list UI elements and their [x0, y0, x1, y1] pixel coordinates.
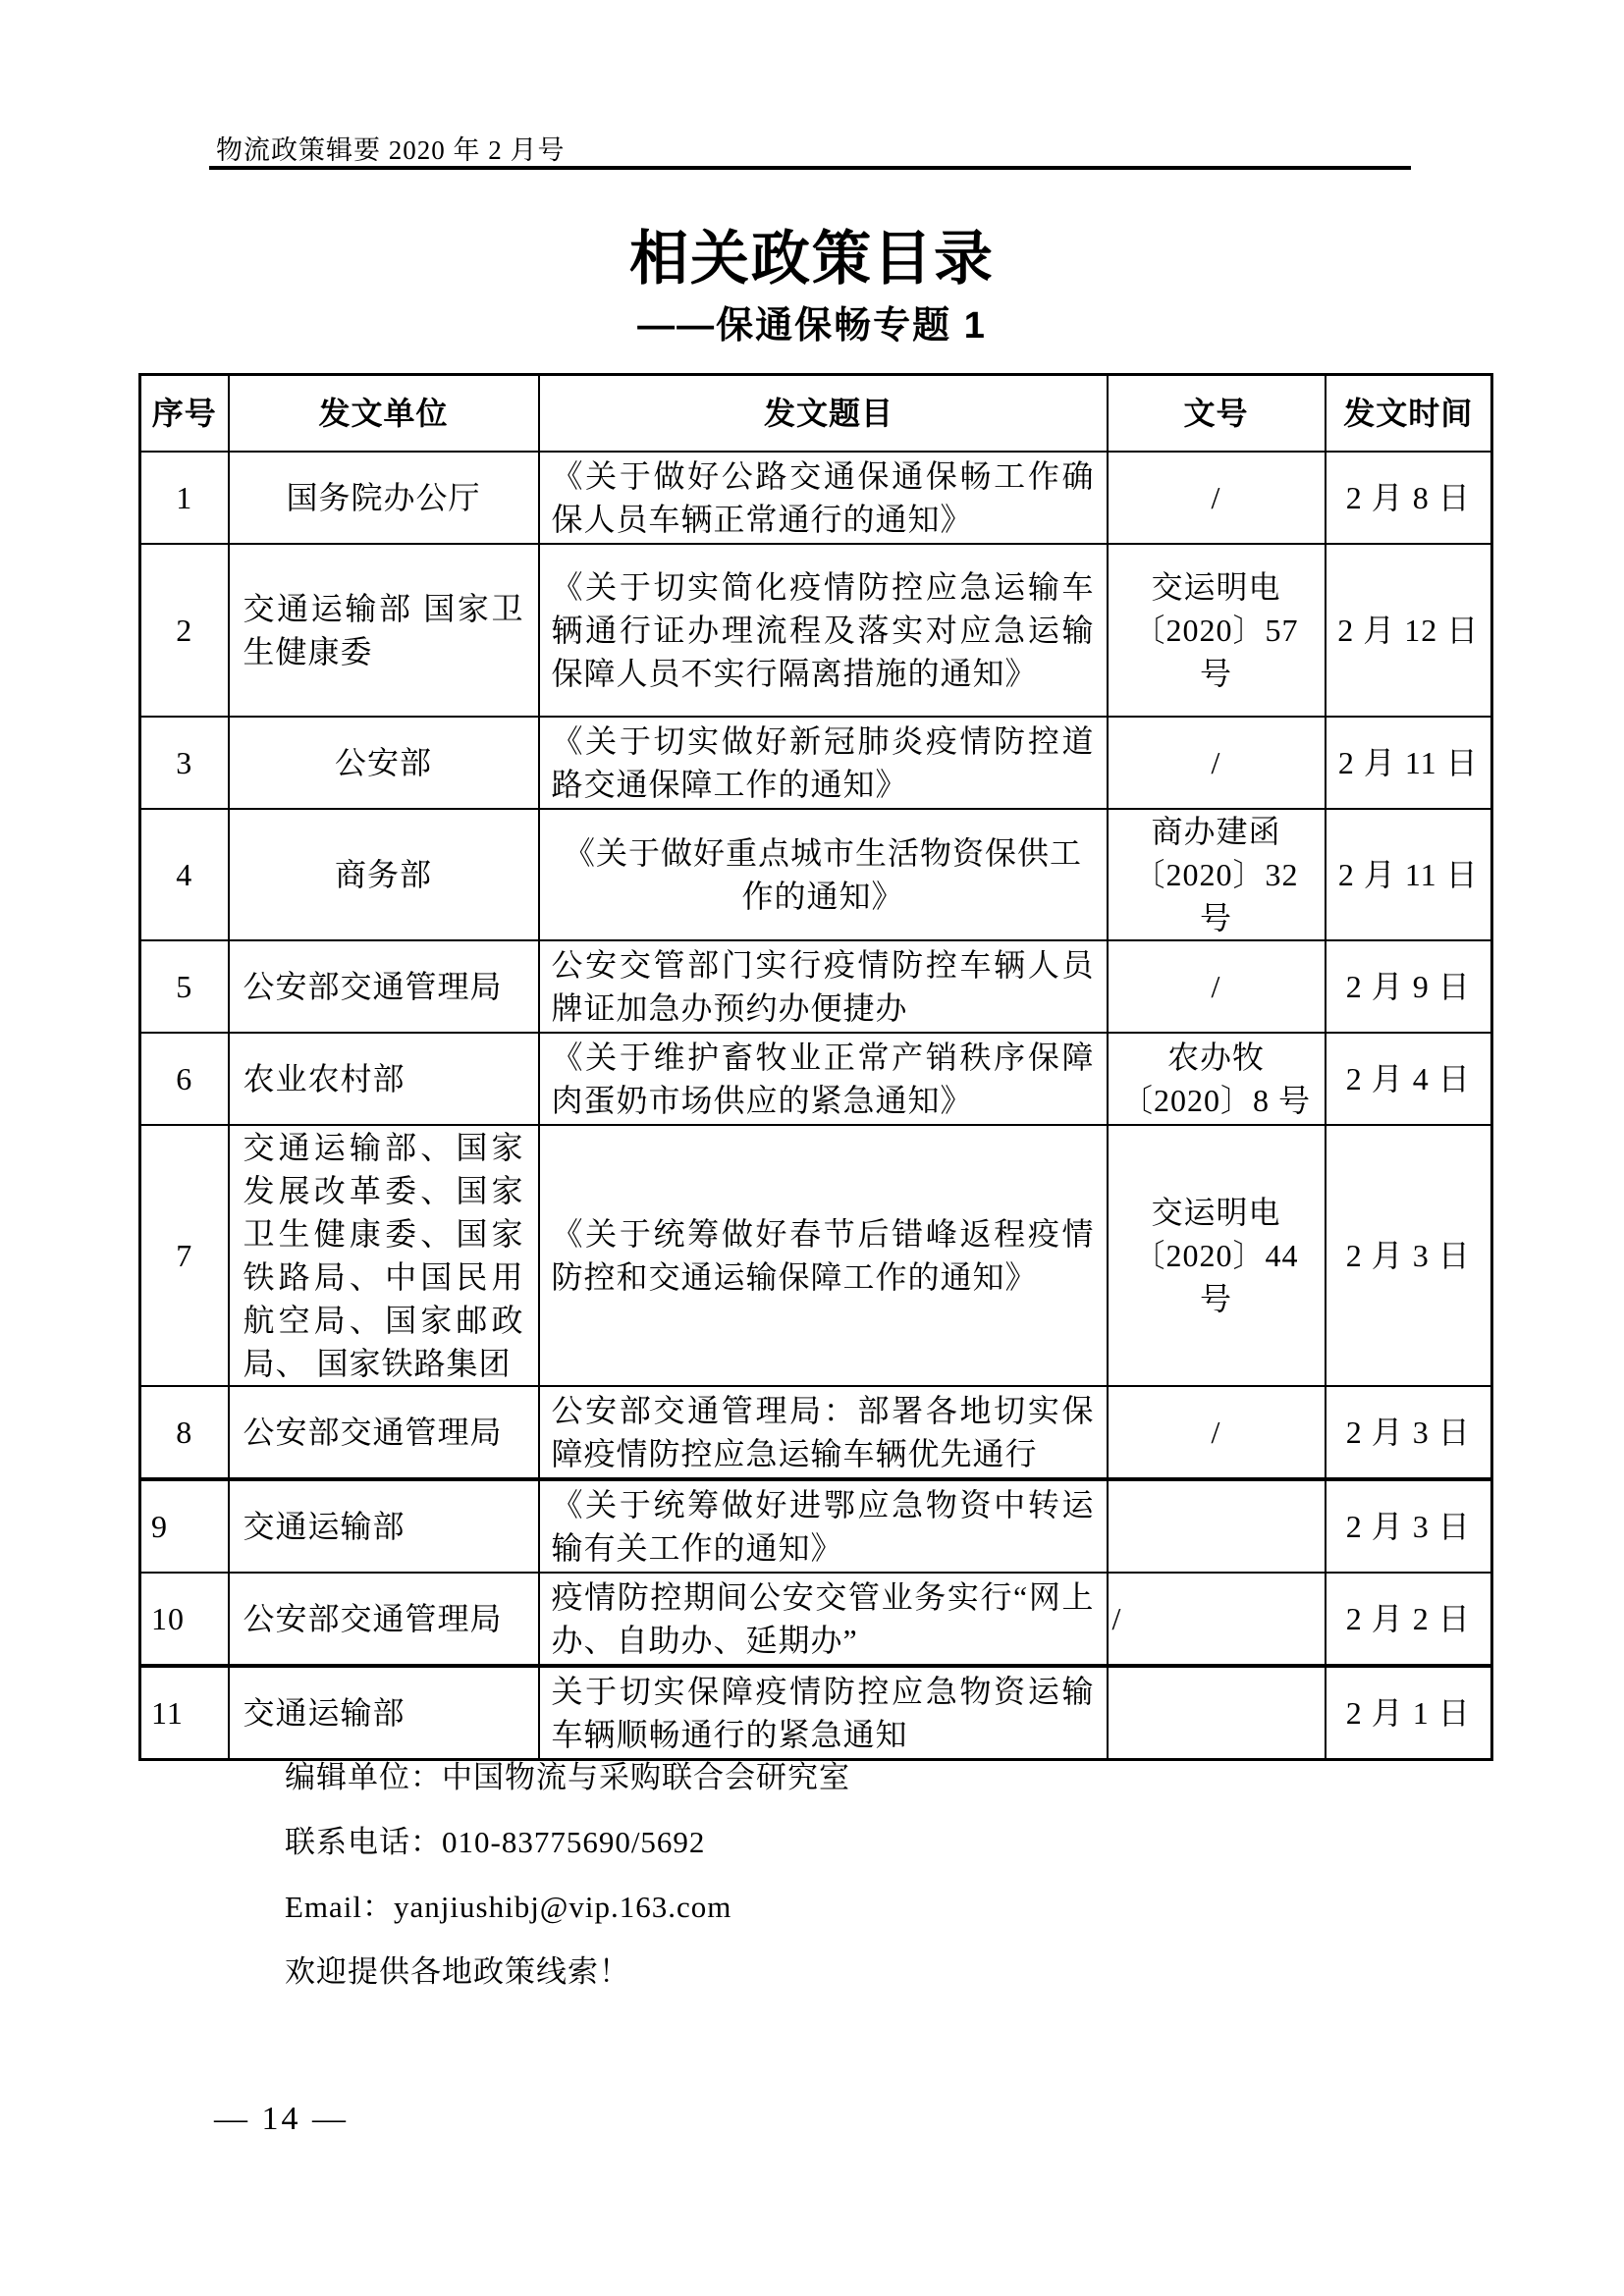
date-cell: 2 月 11 日	[1326, 809, 1492, 940]
unit-cell: 交通运输部	[229, 1479, 539, 1573]
journal-title: 物流政策辑要 2020 年 2 月号	[216, 135, 566, 165]
date-cell: 2 月 11 日	[1326, 717, 1492, 809]
serial-cell: 3	[140, 717, 229, 809]
table-row	[140, 1479, 1492, 1573]
column-header-title: 发文题目	[539, 375, 1108, 452]
footer-line-editor: 编辑单位：中国物流与采购联合会研究室	[285, 1760, 850, 1794]
docnum-cell: /	[1108, 1386, 1326, 1479]
footer-line-email: Email：yanjiushibj@vip.163.com	[285, 1890, 732, 1924]
title-cell: 《关于切实简化疫情防控应急运输车辆通行证办理流程及落实对应急运输保障人员不实行隔离措施的通知》	[539, 544, 1108, 717]
page-number: — 14 —	[214, 2101, 349, 2137]
docnum-cell: /	[1108, 1573, 1326, 1666]
docnum-cell: /	[1108, 717, 1326, 809]
serial-cell: 2	[140, 544, 229, 717]
table-row	[140, 1386, 1492, 1479]
table-row	[140, 1033, 1492, 1125]
serial-cell: 6	[140, 1033, 229, 1125]
table-header-row	[140, 375, 1492, 452]
date-cell: 2 月 3 日	[1326, 1125, 1492, 1386]
serial-cell: 5	[140, 940, 229, 1033]
unit-cell: 商务部	[229, 809, 539, 940]
docnum-cell: 交运明电〔2020〕57 号	[1108, 544, 1326, 717]
page-title: 相关政策目录	[629, 226, 995, 292]
serial-cell: 11	[140, 1666, 229, 1760]
table-row	[140, 717, 1492, 809]
page-subtitle: ——保通保畅专题 1	[637, 305, 987, 347]
table-row	[140, 809, 1492, 940]
title-cell: 疫情防控期间公安交管业务实行“网上办、自助办、延期办”	[539, 1573, 1108, 1666]
docnum-cell: 农办牧〔2020〕8 号	[1108, 1033, 1326, 1125]
docnum-cell: 商办建函〔2020〕32 号	[1108, 809, 1326, 940]
unit-cell: 公安部交通管理局	[229, 1573, 539, 1666]
unit-cell: 交通运输部	[229, 1666, 539, 1760]
column-header-no: 序号	[140, 375, 229, 452]
docnum-cell: 交运明电〔2020〕44 号	[1108, 1125, 1326, 1386]
docnum-cell: /	[1108, 452, 1326, 544]
date-cell: 2 月 3 日	[1326, 1386, 1492, 1479]
date-cell: 2 月 8 日	[1326, 452, 1492, 544]
serial-cell: 9	[140, 1479, 229, 1573]
date-cell: 2 月 1 日	[1326, 1666, 1492, 1760]
table-row	[140, 940, 1492, 1033]
serial-cell: 4	[140, 809, 229, 940]
unit-cell: 国务院办公厅	[229, 452, 539, 544]
unit-cell: 农业农村部	[229, 1033, 539, 1125]
footer-line-phone: 联系电话：010-83775690/5692	[285, 1825, 706, 1859]
unit-cell: 公安部交通管理局	[229, 1386, 539, 1479]
title-cell: 关于切实保障疫情防控应急物资运输车辆顺畅通行的紧急通知	[539, 1666, 1108, 1760]
date-cell: 2 月 2 日	[1326, 1573, 1492, 1666]
title-cell: 《关于维护畜牧业正常产销秩序保障肉蛋奶市场供应的紧急通知》	[539, 1033, 1108, 1125]
editor-info-block	[285, 1745, 850, 2004]
unit-cell: 交通运输部 国家卫生健康委	[229, 544, 539, 717]
column-header-unit: 发文单位	[229, 375, 539, 452]
title-cell: 《关于做好公路交通保通保畅工作确保人员车辆正常通行的通知》	[539, 452, 1108, 544]
policy-table	[138, 373, 1493, 1761]
column-header-date: 发文时间	[1326, 375, 1492, 452]
date-cell: 2 月 12 日	[1326, 544, 1492, 717]
table-row	[140, 544, 1492, 717]
title-cell: 《关于做好重点城市生活物资保供工作的通知》	[539, 809, 1108, 940]
table-row	[140, 1125, 1492, 1386]
table-row	[140, 1573, 1492, 1666]
docnum-cell	[1108, 1479, 1326, 1573]
date-cell: 2 月 3 日	[1326, 1479, 1492, 1573]
date-cell: 2 月 9 日	[1326, 940, 1492, 1033]
column-header-docno: 文号	[1108, 375, 1326, 452]
title-cell: 《关于切实做好新冠肺炎疫情防控道路交通保障工作的通知》	[539, 717, 1108, 809]
table-row	[140, 452, 1492, 544]
title-cell: 《关于统筹做好进鄂应急物资中转运输有关工作的通知》	[539, 1479, 1108, 1573]
serial-cell: 1	[140, 452, 229, 544]
serial-cell: 8	[140, 1386, 229, 1479]
title-cell: 公安交管部门实行疫情防控车辆人员牌证加急办预约办便捷办	[539, 940, 1108, 1033]
serial-cell: 10	[140, 1573, 229, 1666]
date-cell: 2 月 4 日	[1326, 1033, 1492, 1125]
docnum-cell	[1108, 1666, 1326, 1760]
docnum-cell: /	[1108, 940, 1326, 1033]
unit-cell: 公安部	[229, 717, 539, 809]
unit-cell: 公安部交通管理局	[229, 940, 539, 1033]
serial-cell: 7	[140, 1125, 229, 1386]
unit-cell: 交通运输部、国家发展改革委、国家卫生健康委、国家铁路局、中国民用航空局、国家邮政局、 国家铁路集团	[229, 1125, 539, 1386]
footer-line-welcome: 欢迎提供各地政策线索！	[285, 1954, 630, 1989]
title-cell: 《关于统筹做好春节后错峰返程疫情防控和交通运输保障工作的通知》	[539, 1125, 1108, 1386]
title-cell: 公安部交通管理局：部署各地切实保障疫情防控应急运输车辆优先通行	[539, 1386, 1108, 1479]
header-rule	[209, 166, 1411, 170]
